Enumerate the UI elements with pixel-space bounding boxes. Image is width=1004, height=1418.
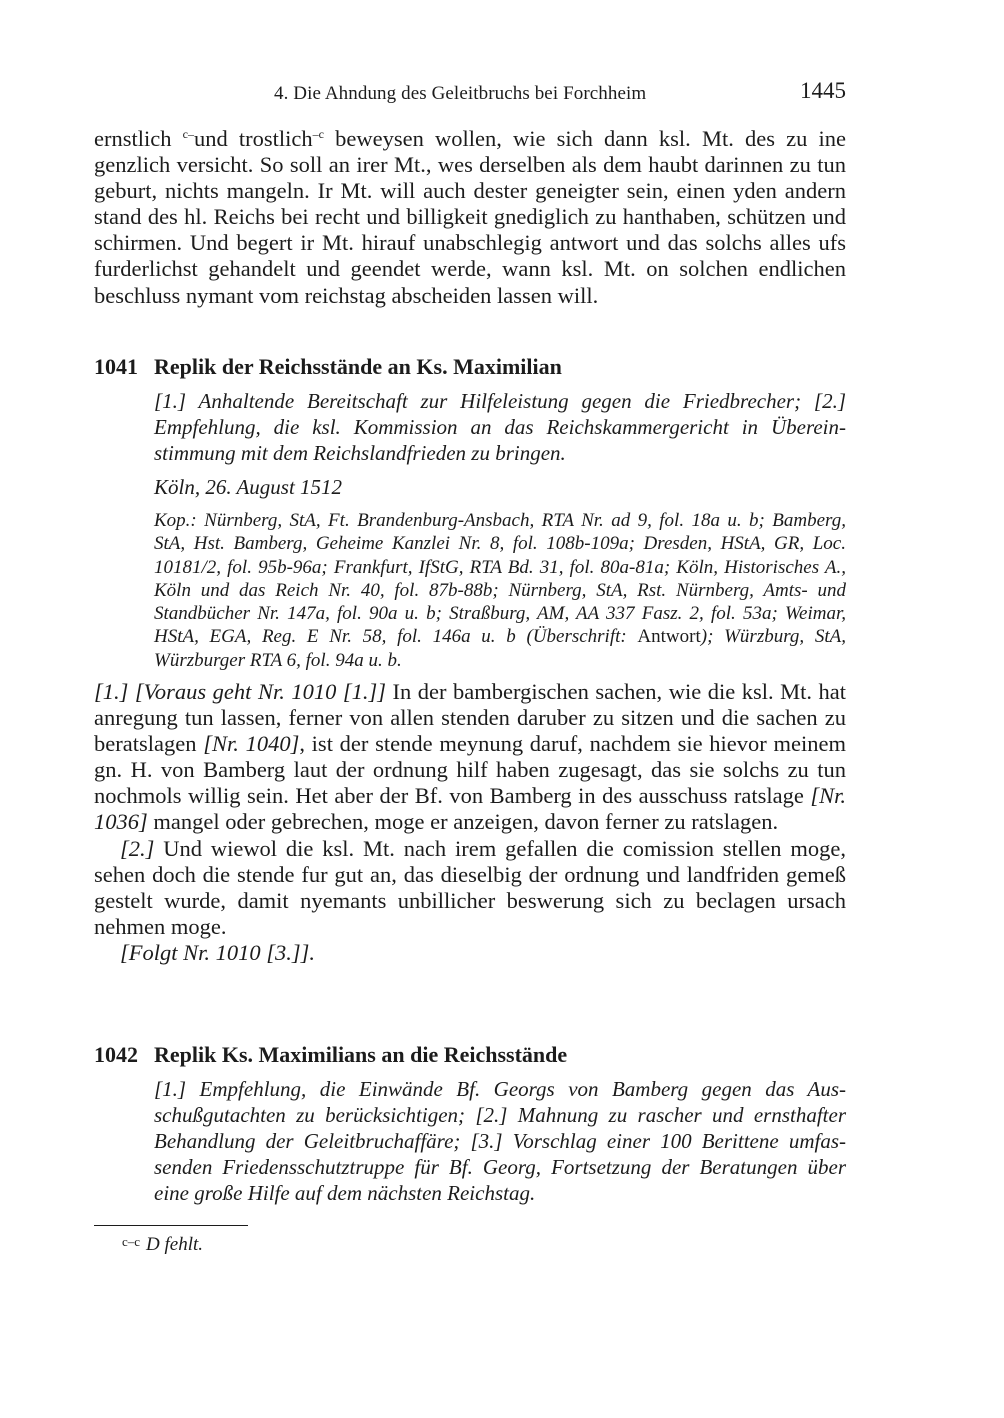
entry-1041-body <box>94 679 846 966</box>
entry-1042-number: 1042 <box>94 1042 138 1067</box>
entry-1041-place-date: Köln, 26. August 1512 <box>154 475 343 499</box>
running-header <box>94 78 846 108</box>
footnote-mark-open: c– <box>182 127 194 141</box>
entry-1041-summary: [1.] Anhaltende Bereitschaft zur Hilfeleistung gegen die Friedbrecher; [2.] Empfehlung, die ksl. Kommission an das Reichskammergericht in Übereinstimmung mit dem Reichslandfrieden zu bringen. <box>154 389 846 465</box>
entry-1041-paragraph-3: [Folgt Nr. 1010 [3.]]. <box>120 939 316 965</box>
entry-1042-heading <box>94 1042 846 1068</box>
p1-ref-c: [Nr. 1036] <box>94 783 846 835</box>
p1-text-a: In der bambergischen sachen, wie die ksl. Mt. hat anregung tun lassen, ferner von allen stenden daruber zu sitzen und die sachen zu beratslagen <box>94 679 846 757</box>
entry-1042-title: Replik Ks. Maximilians an die Reichsstände <box>154 1042 568 1067</box>
intro-paragraph <box>94 121 846 309</box>
header-title: 4. Die Ahndung des Geleitbruchs bei Forchheim <box>274 83 647 104</box>
footnote-separator <box>94 1225 248 1226</box>
p1-ref-b: [Nr. 1040] <box>203 731 300 757</box>
p2-ref: [2.] <box>120 835 155 861</box>
footnote-text: D fehlt. <box>146 1234 204 1255</box>
entry-1041-sources <box>154 509 846 672</box>
p1-ref-a: [1.] [Voraus geht Nr. 1010 [1.]] <box>94 679 387 704</box>
sources-text-b: ); Würzburg, StA, Würzburger RTA 6, fol. 94a u. b. <box>154 626 846 671</box>
footnote-mark-close: –c <box>312 127 324 141</box>
intro-text-a: ernstlich <box>94 126 183 151</box>
intro-text-b: und trostlich <box>193 126 313 151</box>
entry-1041-heading <box>94 354 846 380</box>
entry-1041-number: 1041 <box>94 354 138 379</box>
entry-1041-paragraph-2 <box>94 836 846 940</box>
entry-1042-summary: [1.] Empfehlung, die Einwände Bf. Georgs von Bamberg gegen das Ausschußgutachten zu berücksichtigen; [2.] Mahnung zu rascher und ernsthafter Behandlung der Geleitbruchaffäre; [3.] Vorschlag einer 100 Berittene umfassenden Friedensschutztruppe für Bf. Georg, Fortsetzung der Beratungen über eine große Hilfe auf dem nächsten Reichstag. <box>154 1077 846 1205</box>
footnote <box>122 1230 203 1257</box>
intro-text-c: beweysen wollen, wie sich dann ksl. Mt. des zu ine genzlich versicht. So soll an irer Mt., wes derselben als dem haubt darinnen zu tun geburt, nichts mangeln. Ir Mt. will auch dester geneigter sein, einen yden andern stand des hl. Reichs bei recht und billigkeit gnediglich zu hanthaben, schützen und schirmen. Und begert ir Mt. hirauf unabschlegig antwort und das solchs alles ufs furderlichst gehandelt und geendet werde, wann ksl. Mt. on solchen endlichen beschluss nymant vom reichstag abscheiden lassen will. <box>94 126 847 308</box>
page-number: 1445 <box>800 78 846 103</box>
sources-word-antwort: Antwort <box>637 626 701 648</box>
p1-text-b: , ist der stende meynung daruf, nachdem sie hievor meinem gn. H. von Bamberg laut der ordnung hilf haben zugesagt, das sie solchs zu tun nochmols willig sein. Het aber der Bf. von Bamberg in des ausschuss ratslage <box>94 731 846 809</box>
p1-text-c: mangel oder gebrechen, moge er anzeigen, davon ferner zu ratslagen. <box>147 809 779 835</box>
sources-text-a: Kop.: Nürnberg, StA, Ft. Brandenburg-Ansbach, RTA Nr. ad 9, fol. 18a u. b; Bamberg, StA, Hst. Bamberg, Geheime Kanzlei Nr. 8, fol. 108b-109a; Dresden, HStA, GR, Loc. 10181/2, fol. 95b-96a; Frankfurt, IfStG, RTA Bd. 31, fol. 80a-81a; Köln, Historisches A., Köln und das Reich Nr. 40, fol. 87b-88b; Nürnberg, StA, Rst. Nürnberg, Amts- und Standbücher Nr. 147a, fol. 90a u. b; Straßburg, AM, AA 337 Fasz. 2, fol. 53a; Weimar, HStA, EGA, Reg. E Nr. 58, fol. 146a u. b (Überschrift: <box>154 510 846 648</box>
entry-1041-paragraph-1 <box>94 679 846 836</box>
entry-1041-title: Replik der Reichsstände an Ks. Maximilian <box>154 354 562 379</box>
p2-text: Und wiewol die ksl. Mt. nach irem gefallen die comission stellen moge, sehen doch die stende fur gut an, das dieselbig der ordnung und landfriden gemeß gestelt wurde, damit nyemants unbillicher beswerung sich zu beclagen ursach nehmen moge. <box>94 835 846 939</box>
footnote-mark: c–c <box>122 1234 141 1249</box>
